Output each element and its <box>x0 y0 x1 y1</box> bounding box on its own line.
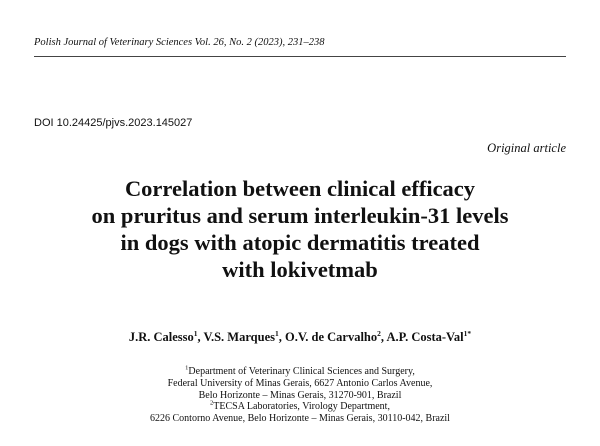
affiliation-marker: 2 <box>210 400 214 408</box>
affiliation-text: Department of Veterinary Clinical Sciences and Surgery, <box>188 366 415 377</box>
affiliation-list <box>0 366 600 425</box>
author-list <box>0 330 600 345</box>
journal-citation: Polish Journal of Veterinary Sciences Vol. 26, No. 2 (2023), 231–238 <box>34 37 325 48</box>
affiliation-marker: 1 <box>185 364 189 372</box>
author-name: V.S. Marques <box>203 330 275 344</box>
author-name: O.V. de Carvalho <box>284 330 378 344</box>
title-line: Correlation between clinical efficacy <box>124 176 476 201</box>
affiliation-line <box>0 366 600 378</box>
author-name: J.R. Calesso <box>128 330 194 344</box>
author-name: A.P. Costa-Val <box>386 330 464 344</box>
author-separator: , <box>380 330 387 344</box>
affiliation-text: TECSA Laboratories, Virology Department, <box>213 401 390 413</box>
author-separator: , <box>197 330 204 344</box>
title-line: on pruritus and serum interleukin-31 levels <box>91 203 509 228</box>
article-type: Original article <box>487 141 566 155</box>
affiliation-line <box>0 413 600 425</box>
affiliation-line <box>0 390 600 402</box>
affiliation-line <box>0 401 600 413</box>
affiliation-text: Belo Horizonte – Minas Gerais, 31270-901, Brazil <box>198 389 402 401</box>
affiliation-text: 6226 Contorno Avenue, Belo Horizonte – Minas Gerais, 30110-042, Brazil <box>150 413 450 425</box>
author-affiliation-marker: 1* <box>463 328 472 338</box>
author-separator: , <box>278 330 285 344</box>
affiliation-line <box>0 378 600 390</box>
author-affiliation-marker: 2 <box>377 328 381 338</box>
affiliation-text: Federal University of Minas Gerais, 6627 Antonio Carlos Avenue, <box>167 377 433 389</box>
author-affiliation-marker: 1 <box>274 328 279 338</box>
doi: DOI 10.24425/pjvs.2023.145027 <box>34 117 193 129</box>
header-divider <box>34 56 566 57</box>
author-affiliation-marker: 1 <box>193 328 198 338</box>
title-line: in dogs with atopic dermatitis treated <box>120 230 480 255</box>
title-line: with lokivetmab <box>222 257 378 282</box>
article-title <box>20 175 580 283</box>
